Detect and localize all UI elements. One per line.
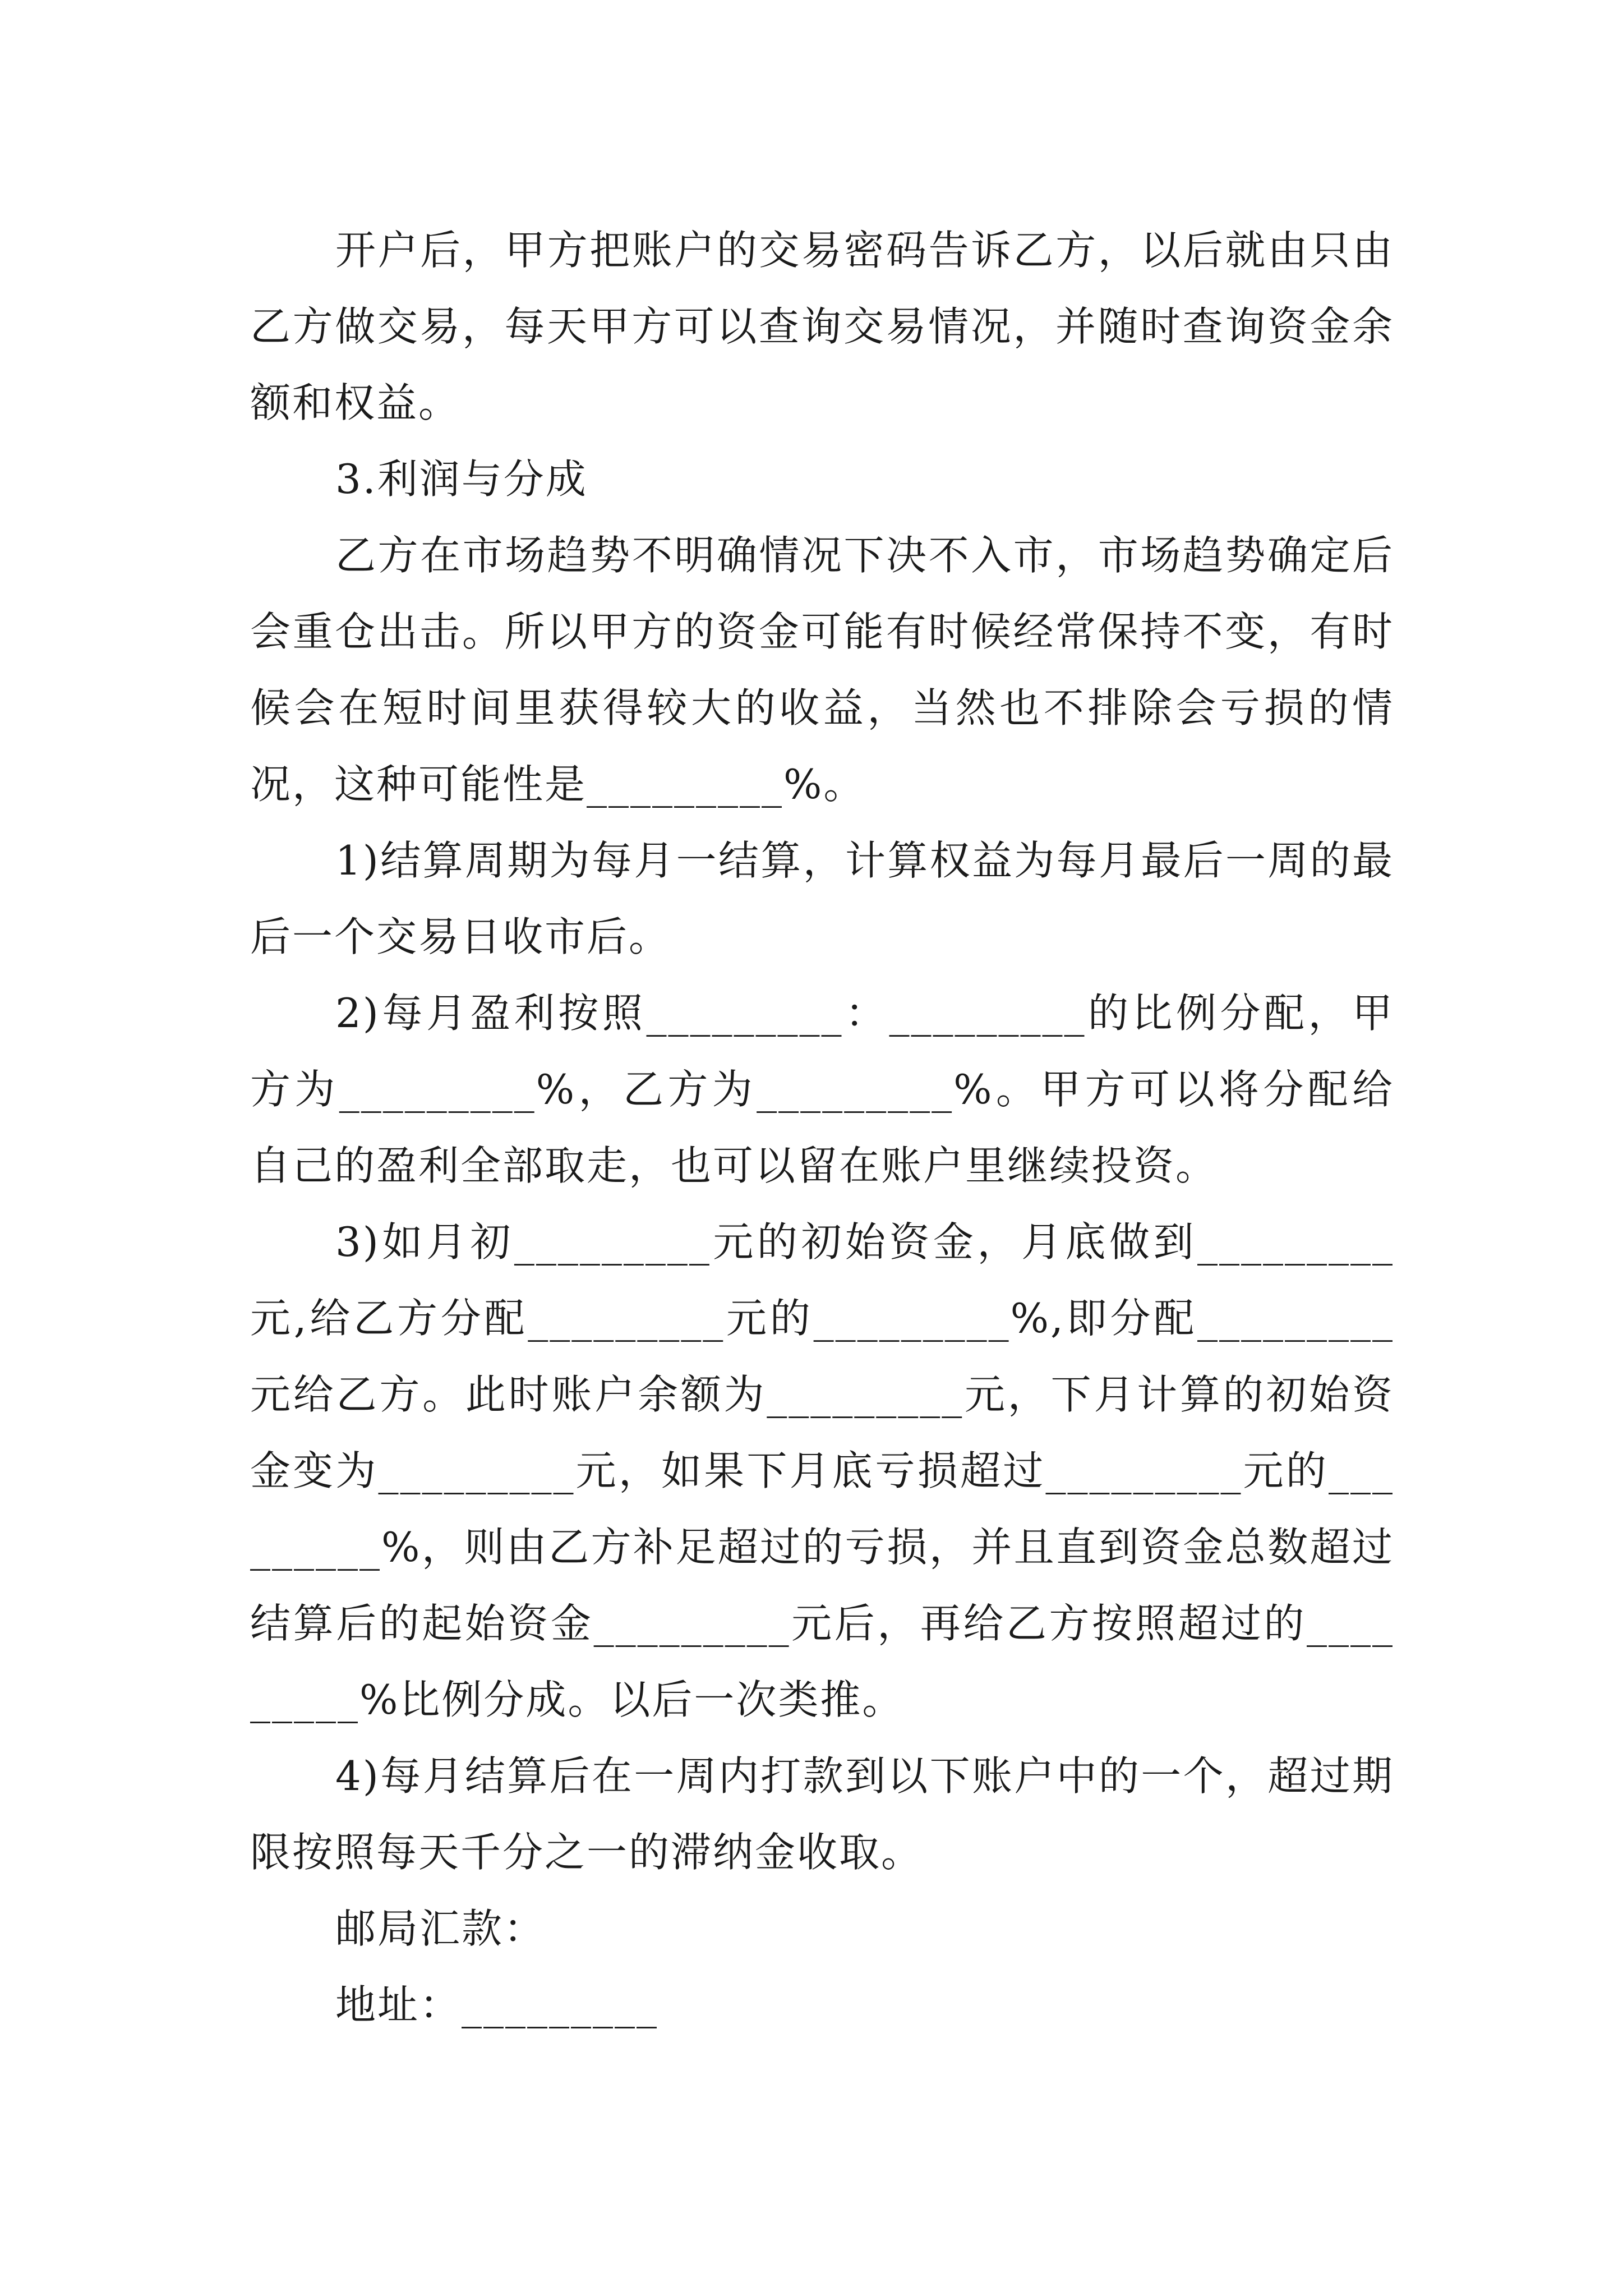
section-heading-profit-sharing: 3.利润与分成 <box>335 455 588 503</box>
paragraph-account-opening: 开户后，甲方把账户的交易密码告诉乙方，以后就由只由乙方做交易，每天甲方可以查询交易情况，并随时查询资金余额和权益。 <box>250 227 1394 426</box>
paragraph-address: 地址：_________ <box>335 1981 659 2028</box>
document-body <box>250 212 1394 2043</box>
paragraph-market-trend: 乙方在市场趋势不明确情况下决不入市，市场趋势确定后会重仓出击。所以甲方的资金可能有时候经常保持不变，有时候会在短时间里获得较大的收益，当然也不排除会亏损的情况，这种可能性是_________%。 <box>250 532 1394 808</box>
paragraph-settlement-cycle: 1)结算周期为每月一结算，计算权益为每月最后一周的最后一个交易日收市后。 <box>250 837 1394 960</box>
paragraph-payment-terms: 4)每月结算后在一周内打款到以下账户中的一个，超过期限按照每天千分之一的滞纳金收取。 <box>250 1752 1394 1876</box>
paragraph-profit-ratio: 2)每月盈利按照_________：_________的比例分配，甲方为_________%，乙方为_________%。甲方可以将分配给自己的盈利全部取走，也可以留在账户里继续投资。 <box>250 990 1394 1189</box>
paragraph-capital-example: 3)如月初_________元的初始资金，月底做到_________元,给乙方分配_________元的_________%,即分配_________元给乙方。此时账户余额为_________元，下月计算的初始资金变为_________元，如果下月底亏损超过_________元的_________%，则由乙方补足超过的亏损，并且直到资金总数超过结算后的起始资金_________元后，再给乙方按照超过的_________%比例分成。以后一次类推。 <box>250 1218 1394 1723</box>
paragraph-postal-remittance: 邮局汇款： <box>335 1905 546 1952</box>
